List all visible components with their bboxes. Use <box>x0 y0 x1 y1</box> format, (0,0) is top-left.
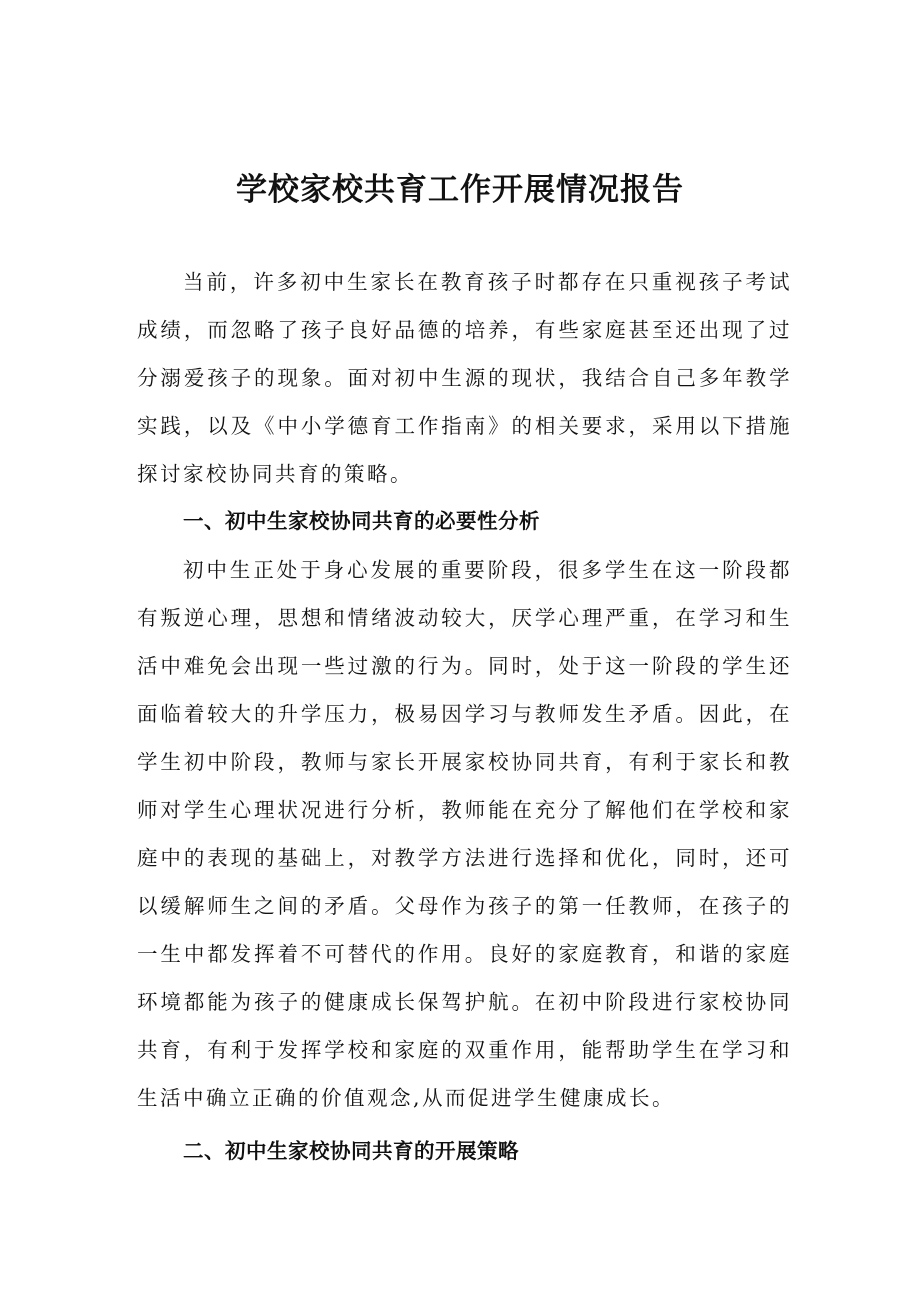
section-1-paragraph: 初中生正处于身心发展的重要阶段，很多学生在这一阶段都有叛逆心理，思想和情绪波动较大，厌学心理严重，在学习和生活中难免会出现一些过激的行为。同时，处于这一阶段的学生还面临着较大的升学压力，极易因学习与教师发生矛盾。因此，在学生初中阶段，教师与家长开展家校协同共育，有利于家长和教师对学生心理状况进行分析，教师能在充分了解他们在学校和家庭中的表现的基础上，对教学方法进行选择和优化，同时，还可以缓解师生之间的矛盾。父母作为孩子的第一任教师，在孩子的一生中都发挥着不可替代的作用。良好的家庭教育，和谐的家庭环境都能为孩子的健康成长保驾护航。在初中阶段进行家校协同共育，有利于发挥学校和家庭的双重作用，能帮助学生在学习和生活中确立正确的价值观念,从而促进学生健康成长。 <box>137 558 792 1110</box>
intro-paragraph: 当前，许多初中生家长在教育孩子时都存在只重视孩子考试成绩，而忽略了孩子良好品德的培养，有些家庭甚至还出现了过分溺爱孩子的现象。面对初中生源的现状，我结合自己多年教学实践，以及《中小学德育工作指南》的相关要求，采用以下措施探讨家校协同共育的策略。 <box>137 270 792 486</box>
document-title: 学校家校共育工作开展情况报告 <box>236 172 684 208</box>
section-heading-1: 一、初中生家校协同共育的必要性分析 <box>183 509 540 533</box>
section-heading-2: 二、初中生家校协同共育的开展策略 <box>183 1139 519 1163</box>
